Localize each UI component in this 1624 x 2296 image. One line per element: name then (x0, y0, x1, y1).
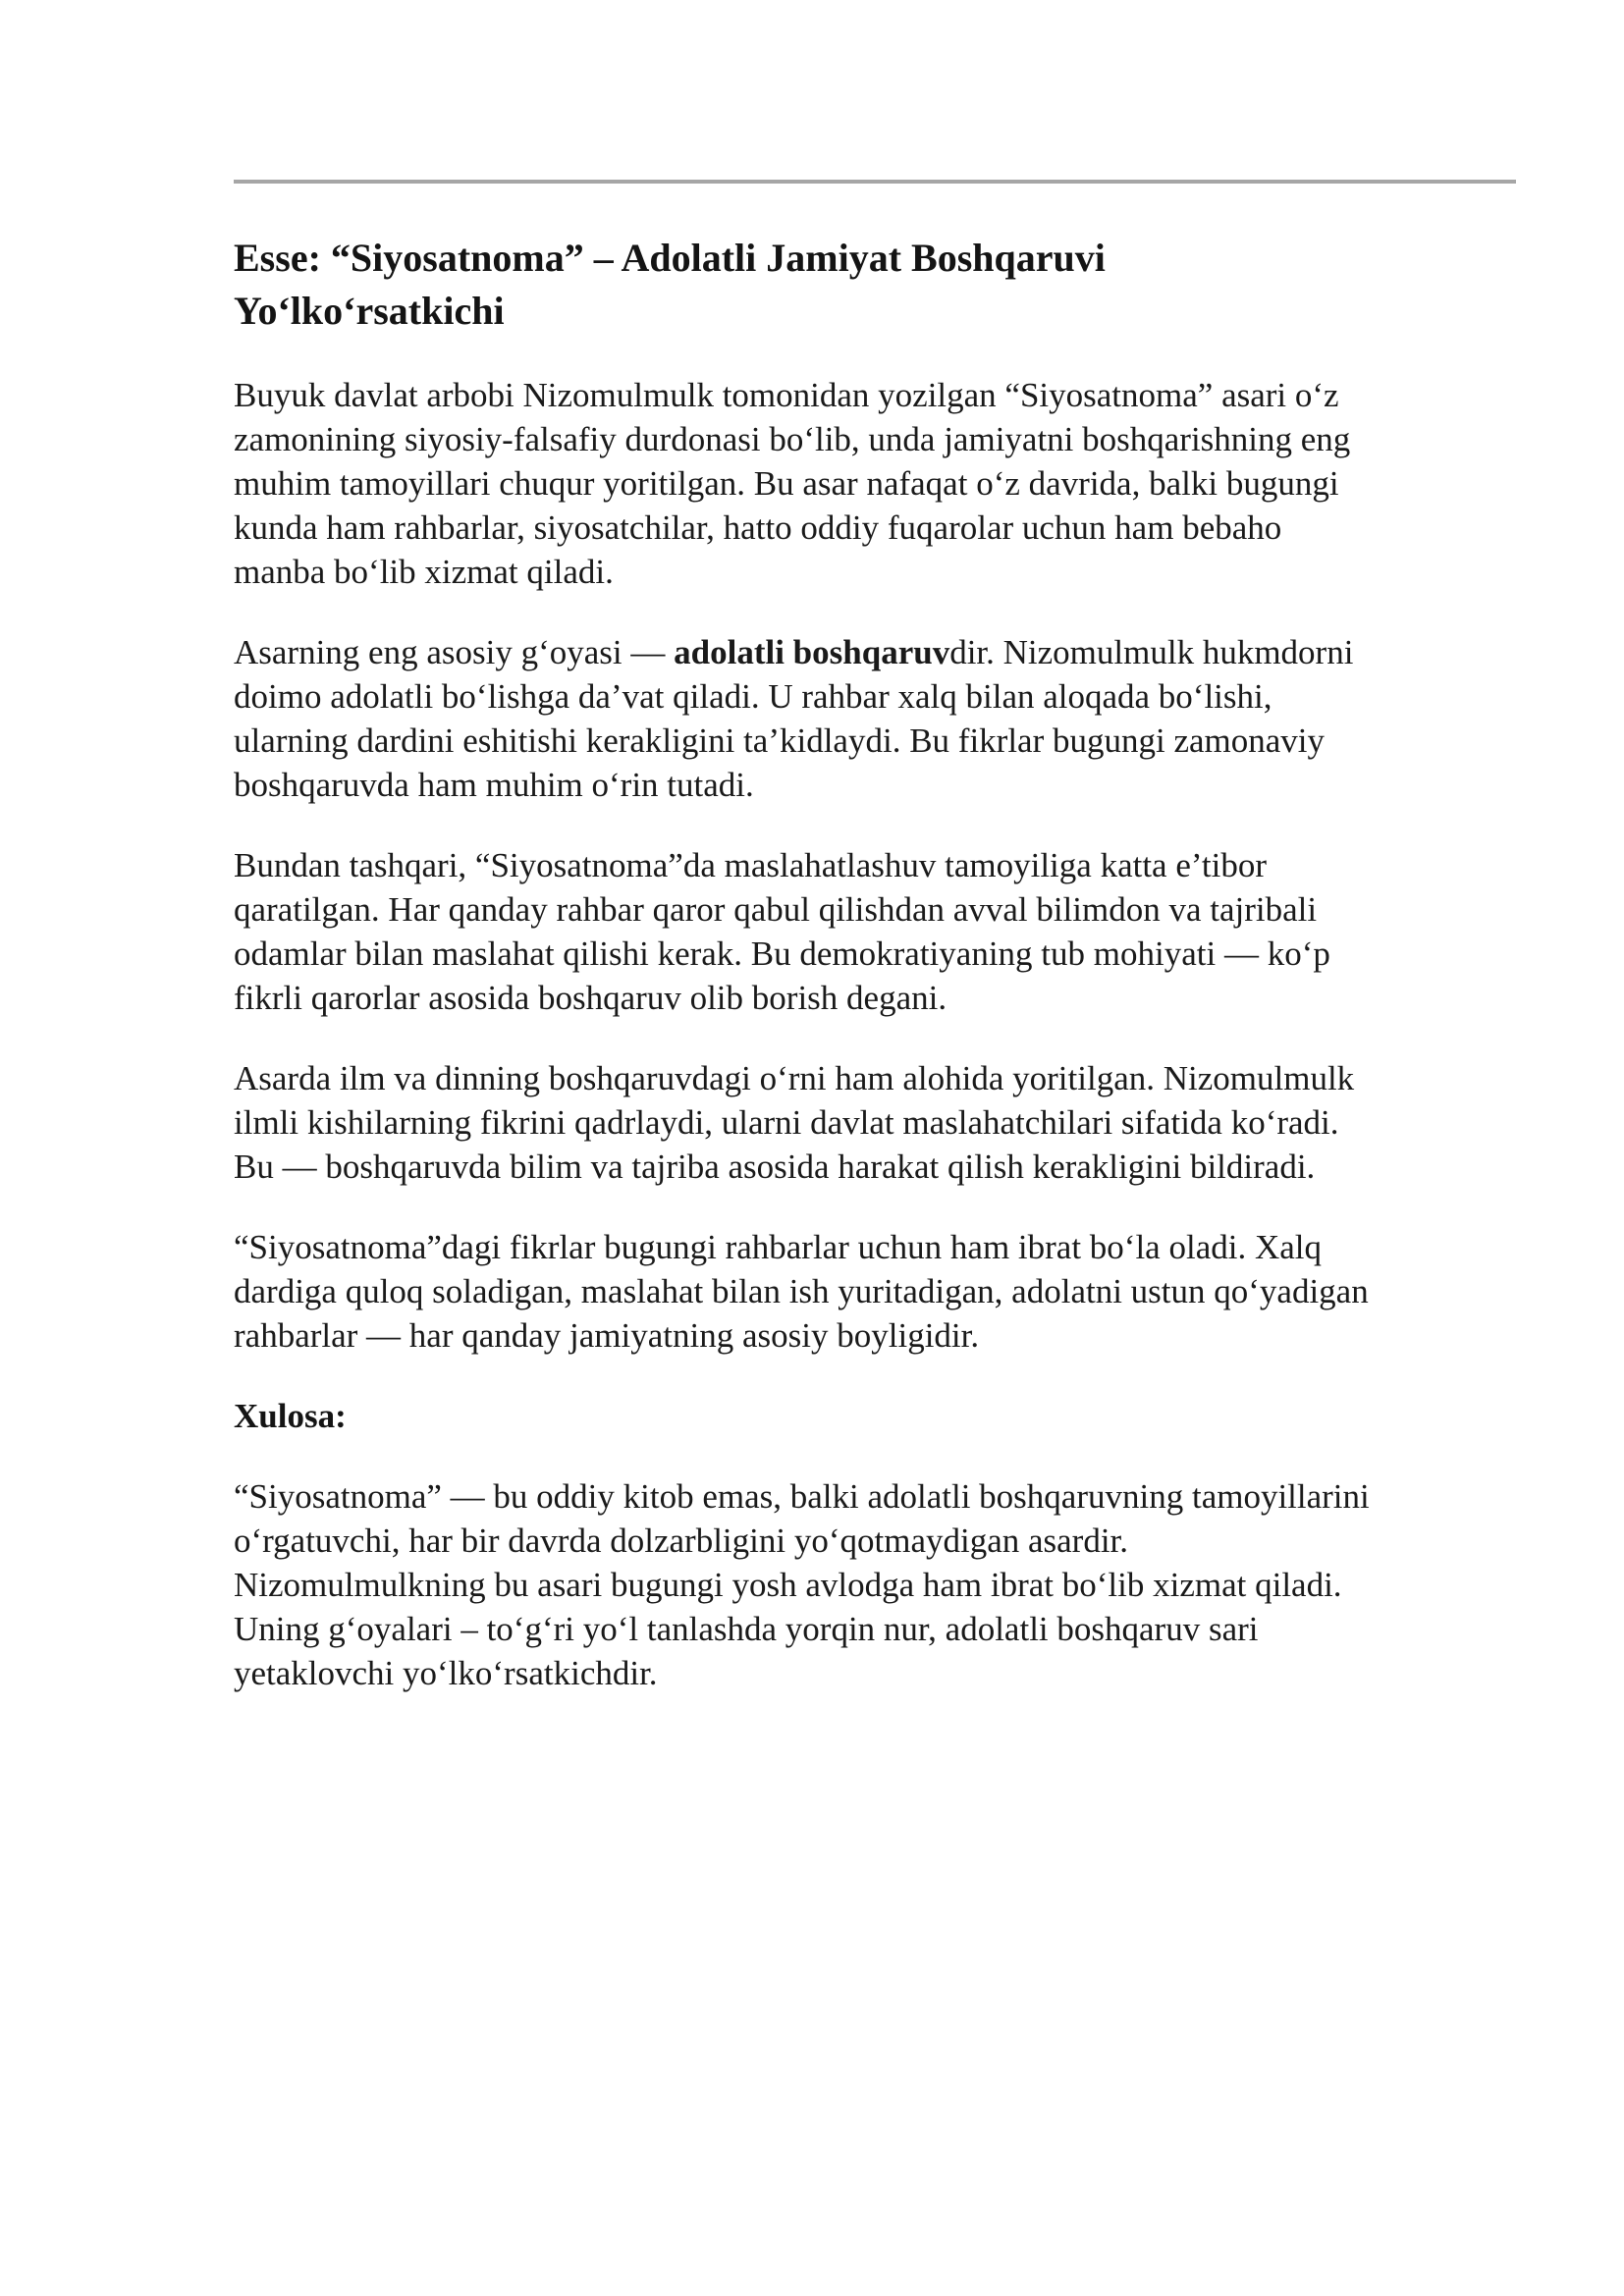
paragraph-line: “Siyosatnoma”dagi fikrlar bugungi rahbarlar uchun ham ibrat bo‘la oladi. Xalq (234, 1228, 1322, 1266)
paragraph-main-idea (234, 630, 1530, 807)
paragraph-line: Nizomulmulkning bu asari bugungi yosh avlodga ham ibrat bo‘lib xizmat qiladi. (234, 1566, 1342, 1604)
paragraph-line (234, 630, 1530, 674)
conclusion-heading: Xulosa: (234, 1397, 347, 1435)
paragraph-line: fikrli qarorlar asosida boshqaruv olib borish degani. (234, 979, 947, 1017)
paragraph-line: dardiga quloq soladigan, maslahat bilan ish yuritadigan, adolatni ustun qo‘yadigan (234, 1272, 1369, 1310)
paragraph-consultation (234, 843, 1530, 1020)
paragraph-line: boshqaruvda ham muhim o‘rin tutadi. (234, 766, 754, 804)
main-idea-prefix: Asarning eng asosiy g‘oyasi — (234, 633, 675, 671)
paragraph-conclusion (234, 1474, 1530, 1695)
paragraph-line: doimo adolatli bo‘lishga da’vat qiladi. U rahbar xalq bilan aloqada bo‘lishi, (234, 677, 1272, 716)
paragraph-line: yetaklovchi yo‘lko‘rsatkichdir. (234, 1654, 658, 1692)
essay-title (234, 232, 1314, 338)
header-rule (234, 180, 1516, 184)
essay-body (234, 373, 1530, 1732)
paragraph-line: “Siyosatnoma” — bu oddiy kitob emas, balki adolatli boshqaruvning tamoyillarini (234, 1477, 1370, 1516)
paragraph-line: manba bo‘lib xizmat qiladi. (234, 553, 614, 591)
title-line: Yo‘lko‘rsatkichi (234, 289, 505, 333)
title-line: Esse: “Siyosatnoma” – Adolatli Jamiyat Boshqaruvi (234, 236, 1106, 280)
paragraph-line: odamlar bilan maslahat qilishi kerak. Bu demokratiyaning tub mohiyati — ko‘p (234, 934, 1330, 973)
paragraph-line: ilmli kishilarning fikrini qadrlaydi, ularni davlat maslahatchilari sifatida ko‘radi. (234, 1103, 1339, 1142)
paragraph-line: zamonining siyosiy-falsafiy durdonasi bo‘lib, unda jamiyatni boshqarishning eng (234, 420, 1351, 458)
paragraph-line: Asarda ilm va dinning boshqaruvdagi o‘rni ham alohida yoritilgan. Nizomulmulk (234, 1059, 1355, 1097)
main-idea-suffix: dir. Nizomulmulk hukmdorni (949, 633, 1354, 671)
paragraph-lessons (234, 1225, 1530, 1358)
paragraph-intro (234, 373, 1530, 594)
main-idea-emphasis: adolatli boshqaruv (674, 633, 950, 671)
paragraph-line: ularning dardini eshitishi kerakligini ta’kidlaydi. Bu fikrlar bugungi zamonaviy (234, 721, 1326, 760)
paragraph-knowledge (234, 1056, 1530, 1189)
paragraph-line: kunda ham rahbarlar, siyosatchilar, hatto oddiy fuqarolar uchun ham bebaho (234, 508, 1282, 547)
paragraph-line: Bu — boshqaruvda bilim va tajriba asosida harakat qilish kerakligini bildiradi. (234, 1148, 1316, 1186)
paragraph-line: qaratilgan. Har qanday rahbar qaror qabul qilishdan avval bilimdon va tajribali (234, 890, 1318, 929)
paragraph-line: Buyuk davlat arbobi Nizomulmulk tomonidan yozilgan “Siyosatnoma” asari o‘z (234, 376, 1339, 414)
paragraph-line: rahbarlar — har qanday jamiyatning asosiy boyligidir. (234, 1316, 980, 1355)
paragraph-line: o‘rgatuvchi, har bir davrda dolzarbligini yo‘qotmaydigan asardir. (234, 1522, 1129, 1560)
paragraph-line: Uning g‘oyalari – to‘g‘ri yo‘l tanlashda yorqin nur, adolatli boshqaruv sari (234, 1610, 1259, 1648)
paragraph-line: muhim tamoyillari chuqur yoritilgan. Bu asar nafaqat o‘z davrida, balki bugungi (234, 464, 1339, 503)
paragraph-line: Bundan tashqari, “Siyosatnoma”da maslahatlashuv tamoyiliga katta e’tibor (234, 846, 1267, 884)
